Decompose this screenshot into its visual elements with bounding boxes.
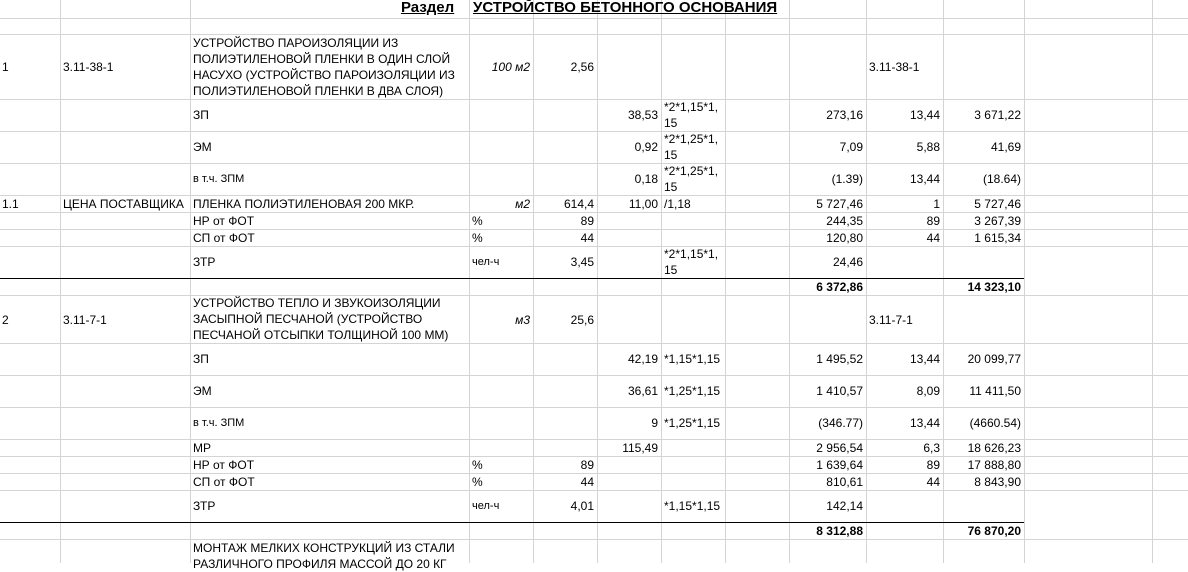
base-sum: 142,14	[826, 499, 863, 513]
base-sum: 273,16	[826, 108, 863, 122]
index: 44	[926, 231, 940, 245]
coefficient: *1,25*1,15	[664, 416, 721, 430]
cost-label: СП от ФОТ	[193, 231, 255, 245]
work-name: МОНТАЖ МЕЛКИХ КОНСТРУКЦИЙ ИЗ СТАЛИ РАЗЛИЧНОГО ПРОФИЛЯ МАССОЙ ДО 20 КГ	[193, 541, 455, 571]
index: 13,44	[909, 352, 940, 366]
section-label: Раздел	[401, 0, 455, 16]
coefficient: *1,15*1,15	[664, 352, 721, 366]
index: 1	[933, 197, 940, 211]
quantity: 44	[580, 475, 594, 489]
index: 89	[926, 214, 940, 228]
cost-label: НР от ФОТ	[193, 458, 255, 472]
row-number: 2	[2, 313, 9, 327]
current-sum: 18 626,23	[967, 441, 1021, 455]
base-price: 9	[651, 416, 658, 430]
cost-label: в т.ч. ЗПМ	[193, 417, 245, 429]
cost-label: ЭМ	[193, 140, 212, 154]
unit: 100 м2	[491, 60, 530, 74]
base-price: 0,92	[634, 140, 658, 154]
coefficient: *2*1,15*1, 15	[664, 247, 719, 277]
unit: чел-ч	[472, 500, 500, 512]
base-price: 42,19	[627, 352, 658, 366]
base-sum: 810,61	[826, 475, 863, 489]
rate-code: ЦЕНА ПОСТАВЩИКА	[63, 197, 184, 211]
unit: м2	[515, 197, 530, 211]
total-current: 14 323,10	[967, 280, 1021, 294]
index: 5,88	[916, 140, 940, 154]
cost-label: НР от ФОТ	[193, 214, 255, 228]
total-base: 8 312,88	[816, 524, 863, 538]
work-name: УСТРОЙСТВО ТЕПЛО И ЗВУКОИЗОЛЯЦИИ ЗАСЫПНОЙ ПЕСЧАНОЙ (УСТРОЙСТВО ПЕСЧАНОЙ ОТСЫПКИ ТОЛЩИНОЙ 100 ММ)	[193, 296, 449, 342]
unit: %	[472, 458, 483, 472]
base-sum: (1.39)	[831, 172, 863, 186]
quantity: 89	[580, 458, 594, 472]
coefficient: *2*1,25*1, 15	[664, 164, 719, 194]
quantity: 4,01	[570, 499, 594, 513]
base-sum: 7,09	[839, 140, 863, 154]
unit: %	[472, 214, 483, 228]
index: 13,44	[909, 172, 940, 186]
index: 13,44	[909, 416, 940, 430]
quantity: 44	[580, 231, 594, 245]
base-sum: 24,46	[832, 255, 863, 269]
unit: %	[472, 231, 483, 245]
current-sum: 8 843,90	[974, 475, 1021, 489]
total-current: 76 870,20	[967, 524, 1021, 538]
row-number: 1.1	[2, 197, 19, 211]
current-sum: 41,69	[990, 140, 1021, 154]
coefficient: *1,15*1,15	[664, 499, 721, 513]
quantity: 614,4	[563, 197, 594, 211]
current-sum: 20 099,77	[967, 352, 1021, 366]
rate-ref: 3.11-7-1	[869, 313, 913, 327]
current-sum: 1 615,34	[974, 231, 1021, 245]
index: 6,3	[923, 441, 940, 455]
rate-code: 3.11-38-1	[63, 60, 114, 74]
current-sum: 3 267,39	[974, 214, 1021, 228]
coefficient: *2*1,25*1, 15	[664, 132, 719, 162]
current-sum: 11 411,50	[969, 384, 1021, 398]
base-sum: (346.77)	[818, 416, 863, 430]
base-price: 38,53	[627, 108, 658, 122]
quantity: 3,45	[570, 255, 594, 269]
cost-label: ЭМ	[193, 384, 212, 398]
current-sum: 3 671,22	[974, 108, 1021, 122]
index: 8,09	[916, 384, 940, 398]
quantity: 89	[580, 214, 594, 228]
total-base: 6 372,86	[816, 280, 863, 294]
base-sum: 1 495,52	[816, 352, 863, 366]
base-price: 11,00	[628, 197, 658, 211]
index: 13,44	[909, 108, 940, 122]
current-sum: 5 727,46	[974, 197, 1021, 211]
current-sum: 17 888,80	[967, 458, 1021, 472]
base-price: 115,49	[622, 441, 658, 455]
quantity: 2,56	[570, 60, 594, 74]
current-sum: (4660.54)	[969, 416, 1021, 430]
cost-label: ЗТР	[193, 255, 216, 269]
cost-label: ЗП	[193, 352, 209, 366]
rate-ref: 3.11-38-1	[869, 60, 920, 74]
base-sum: 1 639,64	[816, 458, 863, 472]
section-title: УСТРОЙСТВО БЕТОННОГО ОСНОВАНИЯ	[473, 0, 778, 16]
base-sum: 244,35	[826, 214, 863, 228]
base-sum: 5 727,46	[816, 197, 863, 211]
current-sum: (18.64)	[982, 172, 1021, 186]
work-name: УСТРОЙСТВО ПАРОИЗОЛЯЦИИ ИЗ ПОЛИЭТИЛЕНОВОЙ ПЛЕНКИ В ОДИН СЛОЙ НАСУХО (УСТРОЙСТВО ПАРОИЗОЛЯЦИИ ИЗ ПОЛИЭТИЛЕНОВОЙ ПЛЕНКИ В ДВА СЛОЯ)	[193, 36, 455, 98]
unit: чел-ч	[472, 256, 500, 268]
cost-label: МР	[193, 441, 211, 455]
unit: %	[472, 475, 483, 489]
cost-label: ЗП	[193, 108, 209, 122]
coefficient: *1,25*1,15	[664, 384, 721, 398]
coefficient: *2*1,15*1, 15	[664, 100, 719, 130]
base-price: 36,61	[627, 384, 658, 398]
cost-label: ЗТР	[193, 499, 216, 513]
coefficient: /1,18	[664, 197, 691, 211]
cost-label: в т.ч. ЗПМ	[193, 173, 245, 185]
base-price: 0,18	[634, 172, 658, 186]
cost-label: СП от ФОТ	[193, 475, 255, 489]
quantity: 25,6	[570, 313, 594, 327]
material-name: ПЛЕНКА ПОЛИЭТИЛЕНОВАЯ 200 МКР.	[193, 197, 415, 211]
unit: м3	[515, 313, 530, 327]
index: 44	[926, 475, 940, 489]
base-sum: 2 956,54	[816, 441, 863, 455]
base-sum: 1 410,57	[816, 384, 863, 398]
rate-code: 3.11-7-1	[63, 313, 107, 327]
base-sum: 120,80	[826, 231, 863, 245]
index: 89	[926, 458, 940, 472]
row-number: 1	[2, 60, 9, 74]
